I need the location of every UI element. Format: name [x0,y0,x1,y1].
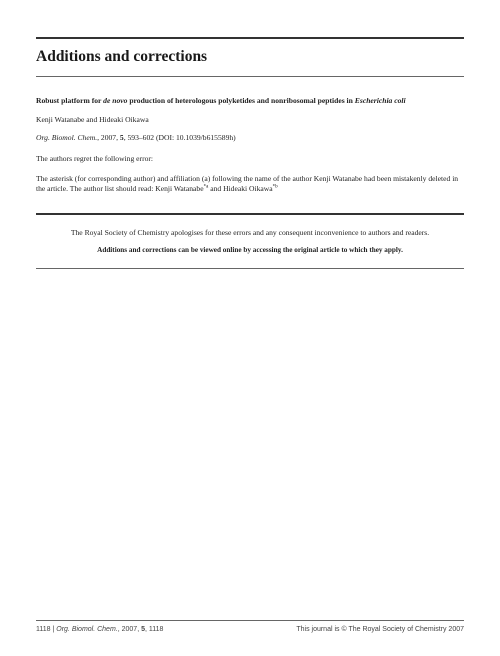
correction-text: The asterisk (for corresponding author) and affiliation (a) following the name of the author Kenji Watanabe had been mistakenly deleted in the article. The author list should read: Kenji Watanabe$^{*a}$ and Hideaki Oikawa$^{*b}$ [36,174,459,193]
footer-left: 1118 | Org. Biomol. Chem., 2007, 5, 1118 [36,626,164,633]
bottom-rule [36,268,464,269]
article-citation: Org. Biomol. Chem., 2007, 5, 593–602 (DOI: 10.1039/b615589h) [36,133,236,142]
top-rule [36,37,464,39]
apology-statement: The Royal Society of Chemistry apologises for these errors and any consequent inconvenience to authors and readers. [70,228,430,237]
article-authors: Kenji Watanabe and Hideaki Oikawa [36,115,149,124]
regret-statement: The authors regret the following error: [36,154,154,163]
page-title: Additions and corrections [36,48,208,65]
article-title: Robust platform for de novo production of heterologous polyketides and nonribosomal peptides in Escherichia coli [36,96,406,105]
footer-rule [36,620,464,621]
section-rule [36,213,464,215]
online-notice: Additions and corrections can be viewed online by accessing the original article to which they apply. [97,246,403,254]
title-rule [36,76,464,77]
footer-copyright: This journal is © The Royal Society of Chemistry 2007 [296,626,464,633]
